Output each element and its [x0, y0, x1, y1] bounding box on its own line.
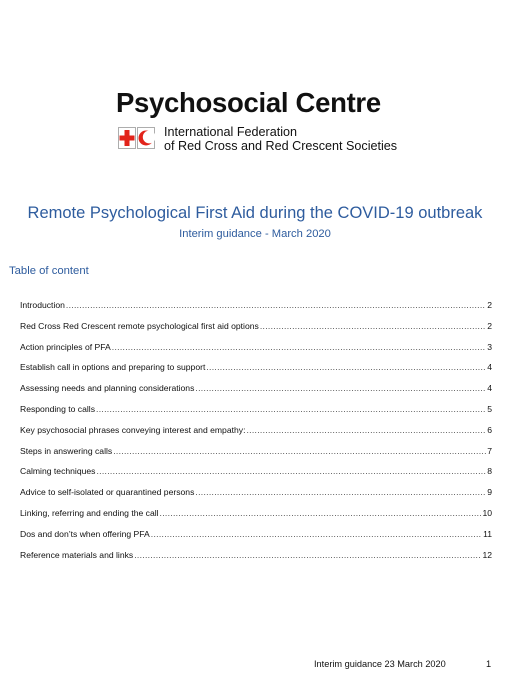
toc-entry-page[interactable]: 8: [487, 466, 492, 477]
toc-entry-label[interactable]: Reference materials and links: [20, 549, 134, 560]
toc-entry-page[interactable]: 3: [487, 341, 492, 352]
toc-entry-page[interactable]: 5: [487, 403, 492, 414]
emblem-icons: [118, 127, 158, 151]
org-name-line1: International Federation: [164, 125, 298, 139]
org-name-line2: of Red Cross and Red Crescent Societies: [164, 138, 398, 153]
toc-entry-label[interactable]: Assessing needs and planning considerations: [20, 383, 195, 394]
toc-entry-page[interactable]: 7: [487, 445, 492, 456]
toc-entry-label[interactable]: Responding to calls: [20, 403, 96, 414]
document-title: Remote Psychological First Aid during the COVID-19 outbreak: [27, 204, 483, 222]
toc-dot-leader: [113, 446, 486, 456]
toc-entry-label[interactable]: Linking, referring and ending the call: [20, 507, 159, 518]
toc-entry-page[interactable]: 10: [482, 507, 492, 518]
toc-dot-leader: [66, 300, 486, 310]
toc-entry-label[interactable]: Introduction: [20, 300, 65, 310]
footer-text: Interim guidance 23 March 2020: [314, 659, 446, 669]
toc-entry[interactable]: [20, 466, 492, 487]
toc-dot-leader: [96, 404, 486, 414]
toc-dot-leader: [260, 321, 486, 331]
toc-entry-label[interactable]: Key psychosocial phrases conveying interest and empathy:: [20, 424, 246, 435]
toc-entry[interactable]: [20, 300, 492, 321]
toc-entry-page[interactable]: 11: [483, 528, 492, 539]
toc-entry[interactable]: [20, 321, 492, 342]
toc-entry[interactable]: [20, 425, 492, 446]
toc-entry-label[interactable]: Action principles of PFA: [20, 341, 111, 352]
toc-dot-leader: [195, 383, 486, 393]
header-title: Psychosocial Centre: [116, 87, 381, 118]
toc-dot-leader: [195, 487, 486, 497]
toc-entry[interactable]: [20, 529, 492, 550]
toc-entry-label[interactable]: Advice to self-isolated or quarantined persons: [20, 487, 195, 498]
toc-entry-page[interactable]: 12: [482, 549, 492, 560]
footer-page-number: 1: [486, 659, 492, 669]
toc-entry[interactable]: [20, 342, 492, 363]
toc-entry-page[interactable]: 2: [487, 300, 492, 310]
toc-entry[interactable]: [20, 446, 492, 467]
toc-entry-label[interactable]: Calming techniques: [20, 466, 96, 477]
toc-dot-leader: [112, 342, 486, 352]
toc-entry-page[interactable]: 9: [487, 487, 492, 498]
toc-heading: Table of content: [9, 265, 89, 277]
toc-entry[interactable]: [20, 487, 492, 508]
toc-entry-page[interactable]: 2: [487, 320, 492, 331]
toc-dot-leader: [160, 508, 482, 518]
org-name: [164, 126, 464, 153]
toc-dot-leader: [206, 362, 486, 372]
toc-entry[interactable]: [20, 508, 492, 529]
table-of-contents: [20, 300, 492, 570]
red-cross-icon: [119, 128, 136, 149]
toc-entry-page[interactable]: 4: [487, 362, 492, 373]
toc-entry-label[interactable]: Dos and don’ts when offering PFA: [20, 528, 150, 539]
toc-entry[interactable]: [20, 362, 492, 383]
toc-dot-leader: [134, 550, 481, 560]
toc-entry[interactable]: [20, 550, 492, 571]
red-crescent-icon: [138, 128, 156, 149]
toc-entry[interactable]: [20, 383, 492, 404]
toc-dot-leader: [151, 529, 482, 539]
toc-entry-page[interactable]: 6: [487, 424, 492, 435]
toc-entry-label[interactable]: Establish call in options and preparing to support: [20, 362, 206, 373]
toc-entry[interactable]: [20, 404, 492, 425]
toc-entry-label[interactable]: Steps in answering calls: [20, 445, 113, 456]
toc-dot-leader: [246, 425, 486, 435]
document-subtitle: Interim guidance - March 2020: [179, 228, 331, 240]
toc-entry-label[interactable]: Red Cross Red Crescent remote psychological first aid options: [20, 320, 259, 331]
toc-dot-leader: [96, 466, 486, 476]
toc-entry-page[interactable]: 4: [487, 383, 492, 394]
